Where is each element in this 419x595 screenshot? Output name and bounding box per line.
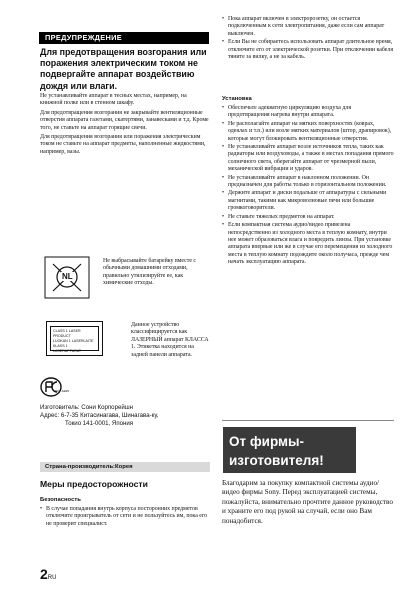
manufacturer-address	[40, 404, 212, 428]
list-item: • Если Вы не собираетесь использовать аппарат длительное время, отключите его от электрической розетки. При отключении кабеля тяните за вилку, а не за кабель.	[222, 39, 394, 61]
safety-title: Безопасность	[40, 497, 81, 503]
installation-list	[222, 105, 394, 267]
safety-list	[40, 506, 210, 528]
page-number	[40, 566, 56, 582]
divider	[222, 420, 394, 421]
list-item: • Обеспечьте адекватную циркуляцию воздуха для предотвращения нагрева внутри аппарата.	[222, 105, 394, 120]
list-item: • Не устанавливайте аппарат возле источников тепла, таких как радиаторы или воздуховоды, а также в местах попадания прямого солнечного света, оберегайте аппарат от чрезмерной пыли, механической вибрации и ударов.	[222, 144, 394, 174]
list-item: • Не располагайте аппарат на мягких поверхностях (коврах, одеялах и т.п.) или возле мягких материалов (штор, драпировок), которые могут блокировать вентиляционные отверстия.	[222, 121, 394, 143]
manufacturer-line: Изготовитель: Сони Корпорейшн	[40, 404, 134, 411]
precautions-title: Меры предосторожности	[40, 479, 148, 489]
page-language: RU	[47, 575, 57, 581]
laser-label	[46, 321, 103, 356]
left-paragraphs	[40, 93, 210, 156]
power-list	[222, 16, 394, 61]
list-item: • Пока аппарат включен в электророзетку, он остается подключенным к сети электропитания, даже если сам аппарат выключен.	[222, 16, 394, 38]
laser-text: Данное устройство классифицируется как ЛАЗЕРНЫЙ аппарат КЛАССА 1. Этикетка находится на задней панели аппарата.	[131, 322, 209, 358]
certification-mark-icon	[40, 377, 68, 398]
battery-text: Не выбрасывайте батарейку вместе с обычными домашними отходами, правильно утилизируйте ее, как химические отходы.	[103, 258, 197, 287]
certification-mark-code: PCT AE95	[55, 389, 69, 393]
paragraph: Для предотвращения возгорания не закрывайте вентиляционные отверстия аппарата газетами, скатертями, занавесками и т.д. Кроме того, не ставьте на аппарат горящие свечи.	[40, 109, 209, 131]
page-number-value: 2	[40, 566, 48, 582]
manufacturer-box-title: От фирмы-изготовителя!	[223, 427, 356, 473]
laser-label-line: KLASS 1 LASERAPPARAT	[53, 344, 82, 353]
list-item: • Держите аппарат и диски подальше от аппаратуры с сильными магнитами, такими как микроволновые печи или большие громкоговорители.	[222, 190, 394, 212]
list-item: • В случае попадания внутрь корпуса посторонних предметов отключите проигрыватель от сети и не пользуйтесь им, пока его не проверит специалист.	[40, 506, 210, 528]
paragraph: Не устанавливайте аппарат в тесных местах, например, на книжной полке или в стенном шкафу.	[40, 93, 187, 107]
warning-heading: Для предотвращения возгорания или поражения электрическим током не подвергайте аппарат воздействию дождя или влаги.	[40, 47, 207, 91]
warning-header: ПРЕДУПРЕЖДЕНИЕ	[39, 32, 209, 44]
list-item: • Если компактная система аудио/видео привезена непосредственно из холодного места в теплую комнату, внутри нее может образоваться влага и повредить линзы. При установке аппарата впервые или же в случае его перемещения из холодного места в теплую комнату подождите около получаса, прежде чем начать эксплуатацию аппарата.	[222, 222, 394, 266]
manufacturer-line: Адрес: 6-7-35 Китасинагава, Шинагава-ку,	[40, 412, 159, 419]
manufacturer-line: Токио 141-0001, Япония	[65, 420, 134, 427]
installation-title: Установка	[222, 96, 252, 102]
country-of-origin-bar: Страна-производитель:Корея	[40, 462, 210, 472]
battery-icon-label: NL	[62, 272, 73, 281]
paragraph: Для предотвращения возгорания или поражения электрическим током не ставьте на аппарат предметы, наполненные жидкостями, например, вазы.	[40, 134, 206, 155]
battery-recycle-icon	[44, 256, 90, 299]
thanks-text: Благодарим за покупку компактной системы аудио/видео фирмы Sony. Перед эксплуатацией системы, пожалуйста, внимательно прочтите данное руководство и храните его под рукой на случай, если оно Вам понадобится.	[222, 479, 393, 525]
laser-label-line: LUOKAN 1 LASERLAITE	[53, 339, 94, 343]
laser-label-line: CLASS 1 LASER PRODUCT	[53, 329, 81, 338]
list-item: • Не устанавливайте аппарат в наклонном положении. Он предназначен для работы только в горизонтальном положении.	[222, 175, 394, 190]
list-item: • Не ставьте тяжелых предметов на аппарат.	[222, 214, 394, 221]
